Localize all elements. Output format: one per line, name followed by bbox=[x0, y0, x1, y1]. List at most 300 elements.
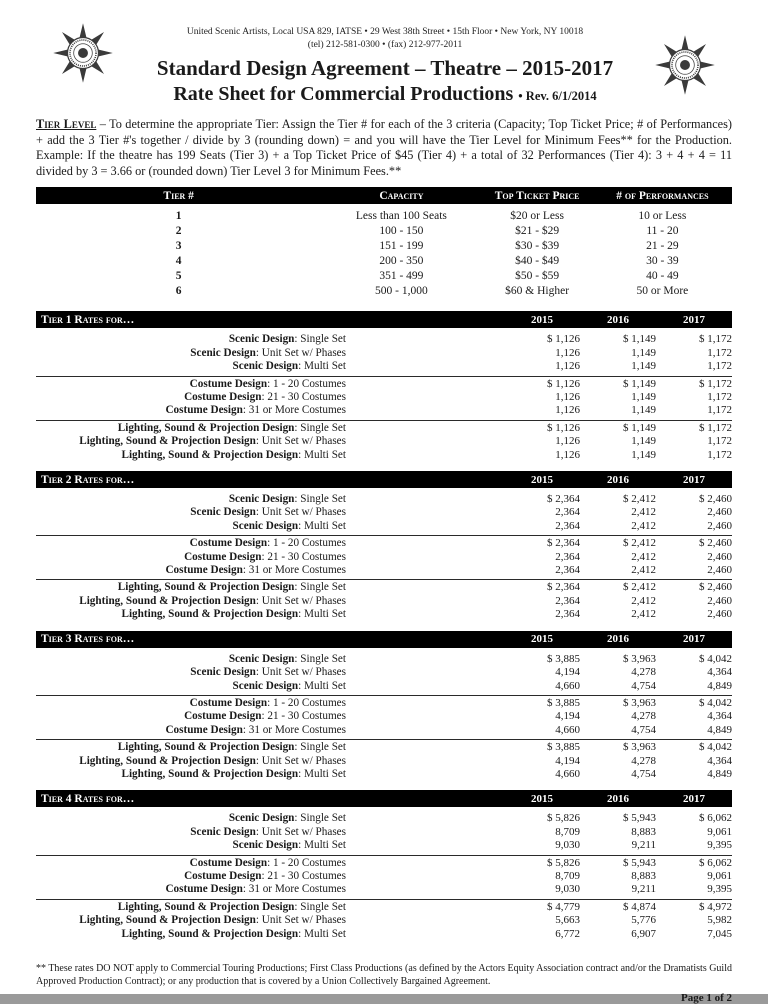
rate-value: $ 4,779 bbox=[547, 900, 580, 913]
rate-row-label-rest: : Unit Set w/ Phases bbox=[255, 914, 346, 927]
rate-row bbox=[36, 839, 732, 852]
rate-row bbox=[36, 883, 732, 896]
criteria-cell: $60 & Higher bbox=[505, 285, 570, 298]
rate-row-label-bold: Costume Design bbox=[189, 856, 268, 869]
criteria-cell: 50 or More bbox=[636, 285, 689, 298]
rate-group bbox=[36, 535, 732, 579]
rate-row-label-bold: Costume Design bbox=[165, 723, 243, 736]
spacer bbox=[346, 710, 504, 723]
rate-row-label-rest: : Unit Set w/ Phases bbox=[255, 825, 346, 838]
rate-row bbox=[36, 741, 732, 754]
rate-value: 6,772 bbox=[555, 927, 580, 940]
rate-value: 1,172 bbox=[707, 448, 732, 461]
criteria-cell: 500 - 1,000 bbox=[375, 285, 428, 298]
criteria-cell: 21 - 29 bbox=[646, 240, 679, 253]
rate-table-tier-3 bbox=[36, 631, 732, 784]
criteria-row bbox=[36, 254, 732, 269]
spacer bbox=[346, 839, 504, 852]
rate-row-label-bold: Costume Design bbox=[189, 537, 268, 550]
rate-row-label-rest: : 31 or More Costumes bbox=[242, 404, 346, 417]
spacer bbox=[346, 653, 504, 666]
rate-value: 2,460 bbox=[707, 519, 732, 532]
rate-value: 9,395 bbox=[707, 839, 732, 852]
rate-row bbox=[36, 493, 732, 506]
year-column-header: 2015 bbox=[531, 473, 553, 486]
page-number: Page 1 of 2 bbox=[680, 992, 732, 1004]
rate-row-label-bold: Costume Design bbox=[165, 404, 243, 417]
rate-row bbox=[36, 914, 732, 927]
spacer bbox=[346, 741, 504, 754]
spacer bbox=[346, 422, 504, 435]
rate-row-label-bold: Lighting, Sound & Projection Design bbox=[79, 914, 256, 927]
rate-row-label-bold: Scenic Design bbox=[228, 652, 295, 665]
rate-group bbox=[36, 739, 732, 783]
rate-row-label bbox=[36, 928, 346, 941]
rate-row-label-rest: : Multi Set bbox=[298, 767, 346, 780]
rate-row-label-rest: : Unit Set w/ Phases bbox=[255, 666, 346, 679]
rate-row-label-rest: : Unit Set w/ Phases bbox=[255, 754, 346, 767]
rate-value: $ 2,412 bbox=[623, 493, 656, 506]
rate-row-label-rest: : 31 or More Costumes bbox=[242, 564, 346, 577]
rate-row-label-bold: Scenic Design bbox=[232, 839, 299, 852]
rate-row bbox=[36, 710, 732, 723]
rate-row bbox=[36, 666, 732, 679]
rate-row bbox=[36, 755, 732, 768]
rate-row-label-bold: Scenic Design bbox=[190, 666, 256, 679]
rate-row-label-rest: : Single Set bbox=[294, 900, 346, 913]
rate-row-label-bold: Costume Design bbox=[165, 883, 243, 896]
rate-value: 4,754 bbox=[631, 767, 656, 780]
rate-group bbox=[36, 492, 732, 535]
rate-value: 1,172 bbox=[707, 360, 732, 373]
criteria-cell: 4 bbox=[175, 255, 182, 268]
rate-value: 2,364 bbox=[555, 519, 580, 532]
rate-row-label bbox=[36, 493, 346, 506]
rate-row-label-rest: : 31 or More Costumes bbox=[242, 723, 346, 736]
year-column-header: 2015 bbox=[531, 633, 553, 646]
criteria-cell: 351 - 499 bbox=[379, 270, 424, 283]
rate-row bbox=[36, 857, 732, 870]
rate-group bbox=[36, 332, 732, 375]
rate-row-label-bold: Lighting, Sound & Projection Design bbox=[117, 421, 295, 434]
criteria-row bbox=[36, 209, 732, 224]
rate-value: $ 1,126 bbox=[547, 333, 580, 346]
rate-value: $ 4,042 bbox=[699, 696, 732, 709]
rate-row-label-bold: Costume Design bbox=[184, 869, 262, 882]
criteria-cell: 10 or Less bbox=[638, 210, 687, 223]
year-column-header: 2016 bbox=[607, 792, 629, 805]
rate-row bbox=[36, 812, 732, 825]
rate-table-header-row bbox=[36, 631, 732, 648]
rate-value: 2,364 bbox=[555, 594, 580, 607]
rate-group bbox=[36, 811, 732, 854]
rate-value: 8,883 bbox=[631, 825, 656, 838]
rate-row-label-rest: : Single Set bbox=[294, 652, 346, 665]
rate-row-label-rest: : Single Set bbox=[294, 421, 346, 434]
rate-row bbox=[36, 360, 732, 373]
spacer bbox=[346, 449, 504, 462]
rate-group bbox=[36, 855, 732, 899]
rate-row-label bbox=[36, 422, 346, 435]
criteria-row bbox=[36, 224, 732, 239]
rate-row-label-rest: : 1 - 20 Costumes bbox=[267, 377, 346, 390]
rate-row bbox=[36, 608, 732, 621]
rate-value: 4,849 bbox=[707, 767, 732, 780]
rate-value: $ 1,172 bbox=[699, 377, 732, 390]
rate-value: $ 3,885 bbox=[547, 741, 580, 754]
rate-row-label bbox=[36, 449, 346, 462]
rate-row-label bbox=[36, 333, 346, 346]
criteria-cell: 100 - 150 bbox=[379, 225, 424, 238]
criteria-cell: 5 bbox=[175, 270, 182, 283]
rate-value: $ 1,172 bbox=[699, 333, 732, 346]
rate-value: 4,849 bbox=[707, 679, 732, 692]
rate-row-label-bold: Lighting, Sound & Projection Design bbox=[121, 448, 299, 461]
rate-value: 4,194 bbox=[555, 754, 580, 767]
rate-row-label-bold: Scenic Design bbox=[190, 346, 256, 359]
rate-row-label-rest: : 21 - 30 Costumes bbox=[261, 391, 346, 403]
rate-row bbox=[36, 826, 732, 839]
spacer bbox=[346, 506, 504, 519]
spacer bbox=[346, 697, 504, 710]
rate-value: 2,412 bbox=[631, 594, 656, 607]
rate-row-label-rest: : Unit Set w/ Phases bbox=[255, 435, 346, 448]
rate-row bbox=[36, 680, 732, 693]
spacer bbox=[346, 666, 504, 679]
rate-row bbox=[36, 697, 732, 710]
rate-row-label-bold: Costume Design bbox=[189, 377, 268, 390]
criteria-cell: 40 - 49 bbox=[646, 270, 679, 283]
rate-row-label-rest: : Multi Set bbox=[298, 927, 346, 940]
rate-value: 9,211 bbox=[631, 839, 656, 852]
rate-row-label-rest: : Single Set bbox=[294, 581, 346, 594]
rate-row-label-bold: Costume Design bbox=[189, 696, 268, 709]
spacer bbox=[346, 360, 504, 373]
rate-table-title: Tier 3 Rates for… bbox=[41, 633, 135, 646]
rate-row bbox=[36, 768, 732, 781]
revision-date: • Rev. 6/1/2014 bbox=[518, 89, 597, 103]
rate-table-tier-2 bbox=[36, 471, 732, 624]
footnote: ** These rates DO NOT apply to Commercial Touring Productions; First Class Productions (as defined by the Actors Equity Association contract and/or the Dramatists Guild Approved Production Contract); or any production that is covered by a Union Collectively Bargained Agreement. bbox=[36, 963, 732, 987]
rate-group bbox=[36, 899, 732, 943]
spacer bbox=[346, 857, 504, 870]
rate-row-label-bold: Lighting, Sound & Projection Design bbox=[79, 435, 256, 448]
rate-row-label-bold: Lighting, Sound & Projection Design bbox=[121, 767, 299, 780]
spacer bbox=[346, 435, 504, 448]
rate-table-tier-4 bbox=[36, 790, 732, 943]
rate-value: $ 4,042 bbox=[699, 741, 732, 754]
rate-value: $ 4,874 bbox=[623, 900, 656, 913]
rate-row bbox=[36, 928, 732, 941]
rate-row-label-rest: : Single Set bbox=[294, 493, 346, 506]
rate-table-header-row bbox=[36, 471, 732, 488]
rate-value: $ 5,826 bbox=[547, 856, 580, 869]
rate-value: $ 1,126 bbox=[547, 377, 580, 390]
rate-row bbox=[36, 422, 732, 435]
rate-value: $ 2,364 bbox=[547, 581, 580, 594]
document-footer bbox=[36, 963, 732, 1004]
spacer bbox=[346, 404, 504, 417]
spacer bbox=[346, 391, 504, 404]
criteria-body bbox=[36, 204, 732, 304]
rate-value: $ 5,943 bbox=[623, 812, 656, 825]
criteria-cell: 11 - 20 bbox=[646, 225, 679, 238]
rate-row-label-rest: : 1 - 20 Costumes bbox=[267, 537, 346, 550]
spacer bbox=[346, 520, 504, 533]
rate-value: 4,364 bbox=[707, 710, 732, 723]
criteria-cell: 6 bbox=[175, 285, 182, 298]
year-column-header: 2015 bbox=[531, 313, 553, 326]
spacer bbox=[346, 768, 504, 781]
criteria-cell: $20 or Less bbox=[510, 210, 564, 223]
rate-row-label-bold: Lighting, Sound & Projection Design bbox=[117, 581, 295, 594]
criteria-cell: $30 - $39 bbox=[515, 240, 560, 253]
rate-row-label-bold: Costume Design bbox=[184, 391, 262, 403]
rate-row bbox=[36, 564, 732, 577]
rate-value: $ 6,062 bbox=[699, 812, 732, 825]
rate-value: 2,460 bbox=[707, 506, 732, 519]
rate-row-label-rest: : 21 - 30 Costumes bbox=[261, 550, 346, 563]
rate-row-label-bold: Scenic Design bbox=[228, 812, 295, 825]
rate-table-title: Tier 1 Rates for… bbox=[41, 313, 135, 326]
spacer bbox=[346, 755, 504, 768]
rate-row-label-bold: Lighting, Sound & Projection Design bbox=[121, 927, 299, 940]
rate-value: $ 2,412 bbox=[623, 581, 656, 594]
rate-value: $ 2,412 bbox=[623, 537, 656, 550]
rate-row-label-bold: Lighting, Sound & Projection Design bbox=[117, 900, 295, 913]
rate-row-label bbox=[36, 710, 346, 723]
rate-row bbox=[36, 551, 732, 564]
rate-row bbox=[36, 435, 732, 448]
rate-value: 6,907 bbox=[631, 927, 656, 940]
document-header bbox=[36, 20, 732, 109]
header-text-block bbox=[116, 26, 654, 109]
rate-row-label-rest: : Single Set bbox=[294, 333, 346, 346]
criteria-cell: Less than 100 Seats bbox=[355, 210, 447, 223]
rate-row bbox=[36, 449, 732, 462]
rate-value: 2,412 bbox=[631, 564, 656, 577]
union-seal-right-icon bbox=[654, 34, 718, 96]
rate-row-label-bold: Lighting, Sound & Projection Design bbox=[79, 594, 256, 607]
rate-row-label bbox=[36, 506, 346, 519]
rate-row-label-rest: : Multi Set bbox=[298, 448, 346, 461]
rate-value: 9,061 bbox=[707, 869, 732, 882]
rate-value: 5,776 bbox=[631, 914, 656, 927]
year-column-header: 2017 bbox=[683, 633, 705, 646]
rate-value: $ 3,885 bbox=[547, 652, 580, 665]
criteria-row bbox=[36, 284, 732, 299]
rate-value: $ 3,885 bbox=[547, 696, 580, 709]
rate-value: $ 1,172 bbox=[699, 421, 732, 434]
rate-row-label-bold: Costume Design bbox=[184, 550, 262, 563]
rate-value: $ 1,149 bbox=[623, 377, 656, 390]
criteria-header-cell: Top Ticket Price bbox=[494, 189, 580, 202]
spacer bbox=[346, 870, 504, 883]
rate-row-label bbox=[36, 378, 346, 391]
tier-level-body: – To determine the appropriate Tier: Assign the Tier # for each of the 3 criteria (Capacity; Top Ticket Price; # of Performances) + add the 3 Tier #'s together / divide by 3 (rounding down) = and you will have the Tier Level for Minimum Fees** for the Production. Example: If the theatre has 199 Seats (Tier 3) + a Top Ticket Price of $45 (Tier 4) + a total of 32 Performances (Tier 4): 3 + 4 + 4 = 11 divided by 3 = 3.66 or (rounded down) Tier Level 3 for Minimum Fees.** bbox=[36, 117, 732, 178]
rate-row bbox=[36, 537, 732, 550]
rate-row-label-bold: Scenic Design bbox=[232, 519, 299, 532]
rate-value: 1,172 bbox=[707, 435, 732, 448]
rate-group bbox=[36, 420, 732, 464]
rate-value: 1,149 bbox=[631, 404, 656, 417]
rate-value: $ 5,943 bbox=[623, 856, 656, 869]
rate-value: $ 4,042 bbox=[699, 652, 732, 665]
rate-value: 9,061 bbox=[707, 825, 732, 838]
rate-value: $ 4,972 bbox=[699, 900, 732, 913]
rate-value: 2,460 bbox=[707, 550, 732, 563]
rate-row-label-rest: : Multi Set bbox=[298, 679, 346, 692]
spacer bbox=[346, 901, 504, 914]
rate-row bbox=[36, 595, 732, 608]
spacer bbox=[346, 551, 504, 564]
rate-value: 9,395 bbox=[707, 883, 732, 896]
criteria-row bbox=[36, 239, 732, 254]
rate-value: 9,030 bbox=[555, 839, 580, 852]
criteria-row bbox=[36, 269, 732, 284]
rate-value: $ 2,460 bbox=[699, 493, 732, 506]
rate-row-label bbox=[36, 901, 346, 914]
rate-value: 8,709 bbox=[555, 869, 580, 882]
rate-value: 9,211 bbox=[631, 883, 656, 896]
rate-row-label-bold: Lighting, Sound & Projection Design bbox=[79, 754, 256, 767]
rate-row-label-bold: Costume Design bbox=[165, 564, 243, 577]
rate-group bbox=[36, 376, 732, 420]
rate-value: 4,754 bbox=[631, 723, 656, 736]
rate-row-label bbox=[36, 520, 346, 533]
rate-value: 4,278 bbox=[631, 666, 656, 679]
rate-tables bbox=[36, 311, 732, 943]
rate-value: 1,149 bbox=[631, 435, 656, 448]
rate-row-label bbox=[36, 857, 346, 870]
rate-table-tier-1 bbox=[36, 311, 732, 464]
rate-row-label-bold: Scenic Design bbox=[228, 333, 295, 346]
rate-value: 8,883 bbox=[631, 869, 656, 882]
rate-value: 1,126 bbox=[555, 404, 580, 417]
rate-row bbox=[36, 724, 732, 737]
rate-row bbox=[36, 333, 732, 346]
rate-row-label-rest: : Single Set bbox=[294, 741, 346, 754]
rate-value: $ 6,062 bbox=[699, 856, 732, 869]
rate-value: 4,849 bbox=[707, 723, 732, 736]
rate-row-label bbox=[36, 741, 346, 754]
spacer bbox=[346, 581, 504, 594]
rate-table-header-row bbox=[36, 311, 732, 328]
rate-value: 1,149 bbox=[631, 391, 656, 403]
rate-row-label-bold: Lighting, Sound & Projection Design bbox=[117, 741, 295, 754]
rate-row bbox=[36, 347, 732, 360]
rate-table-title: Tier 2 Rates for… bbox=[41, 473, 135, 486]
spacer bbox=[346, 333, 504, 346]
rate-value: 1,149 bbox=[631, 346, 656, 359]
rate-row-label bbox=[36, 391, 346, 404]
rate-row-label bbox=[36, 680, 346, 693]
rate-value: 5,663 bbox=[555, 914, 580, 927]
criteria-header-cell: Tier # bbox=[163, 189, 194, 202]
criteria-cell: $21 - $29 bbox=[515, 225, 560, 238]
spacer bbox=[346, 680, 504, 693]
rate-value: 4,364 bbox=[707, 754, 732, 767]
rate-value: $ 2,364 bbox=[547, 537, 580, 550]
rate-row-label bbox=[36, 724, 346, 737]
rate-value: 2,460 bbox=[707, 608, 732, 621]
rate-value: 1,172 bbox=[707, 346, 732, 359]
year-column-header: 2017 bbox=[683, 313, 705, 326]
rate-group bbox=[36, 695, 732, 739]
rate-row-label bbox=[36, 755, 346, 768]
rate-value: 4,754 bbox=[631, 679, 656, 692]
rate-table-title: Tier 4 Rates for… bbox=[41, 792, 135, 805]
rate-row-label-rest: : 31 or More Costumes bbox=[242, 883, 346, 896]
tier-criteria-table bbox=[36, 187, 732, 304]
criteria-header-cell: # of Performances bbox=[616, 189, 709, 202]
rate-value: 1,149 bbox=[631, 360, 656, 373]
rate-value: $ 3,963 bbox=[623, 652, 656, 665]
spacer bbox=[346, 537, 504, 550]
rate-row-label bbox=[36, 404, 346, 417]
union-seal-left-icon bbox=[52, 22, 116, 84]
rate-value: 2,364 bbox=[555, 608, 580, 621]
rate-value: 4,194 bbox=[555, 710, 580, 723]
spacer bbox=[346, 826, 504, 839]
criteria-cell: 1 bbox=[175, 210, 182, 223]
year-column-header: 2015 bbox=[531, 792, 553, 805]
rate-value: 4,660 bbox=[555, 723, 580, 736]
rate-row-label-rest: : Multi Set bbox=[298, 360, 346, 373]
rate-value: $ 1,126 bbox=[547, 421, 580, 434]
rate-value: 4,660 bbox=[555, 679, 580, 692]
rate-value: $ 2,364 bbox=[547, 493, 580, 506]
tier-level-paragraph bbox=[36, 117, 732, 179]
criteria-cell: 2 bbox=[175, 225, 182, 238]
rate-row bbox=[36, 404, 732, 417]
rate-value: 2,364 bbox=[555, 550, 580, 563]
spacer bbox=[346, 347, 504, 360]
rate-row bbox=[36, 391, 732, 404]
rate-group bbox=[36, 652, 732, 695]
rate-row-label-bold: Scenic Design bbox=[228, 493, 295, 506]
rate-value: 2,364 bbox=[555, 564, 580, 577]
spacer bbox=[346, 883, 504, 896]
rate-value: 8,709 bbox=[555, 825, 580, 838]
rate-row-label-bold: Scenic Design bbox=[232, 360, 299, 373]
rate-row bbox=[36, 870, 732, 883]
rate-value: 4,364 bbox=[707, 666, 732, 679]
rate-row-label-bold: Scenic Design bbox=[190, 506, 256, 519]
rate-value: $ 3,963 bbox=[623, 696, 656, 709]
rate-value: $ 1,149 bbox=[623, 333, 656, 346]
rate-value: 1,126 bbox=[555, 391, 580, 403]
rate-row-label bbox=[36, 697, 346, 710]
rate-row-label bbox=[36, 826, 346, 839]
rate-row bbox=[36, 378, 732, 391]
rate-row-label bbox=[36, 537, 346, 550]
rate-row-label-rest: : Unit Set w/ Phases bbox=[255, 346, 346, 359]
year-column-header: 2016 bbox=[607, 473, 629, 486]
rate-row-label bbox=[36, 608, 346, 621]
rate-value: 1,149 bbox=[631, 448, 656, 461]
year-column-header: 2016 bbox=[607, 633, 629, 646]
rate-row-label bbox=[36, 666, 346, 679]
rate-row-label bbox=[36, 768, 346, 781]
rate-row-label-rest: : 21 - 30 Costumes bbox=[261, 869, 346, 882]
org-address-line: United Scenic Artists, Local USA 829, IATSE • 29 West 38th Street • 15th Floor • New York, NY 10018 bbox=[186, 27, 584, 37]
rate-value: 2,460 bbox=[707, 564, 732, 577]
rate-value: 1,126 bbox=[555, 360, 580, 373]
criteria-cell: 151 - 199 bbox=[379, 240, 424, 253]
spacer bbox=[346, 812, 504, 825]
spacer bbox=[346, 493, 504, 506]
